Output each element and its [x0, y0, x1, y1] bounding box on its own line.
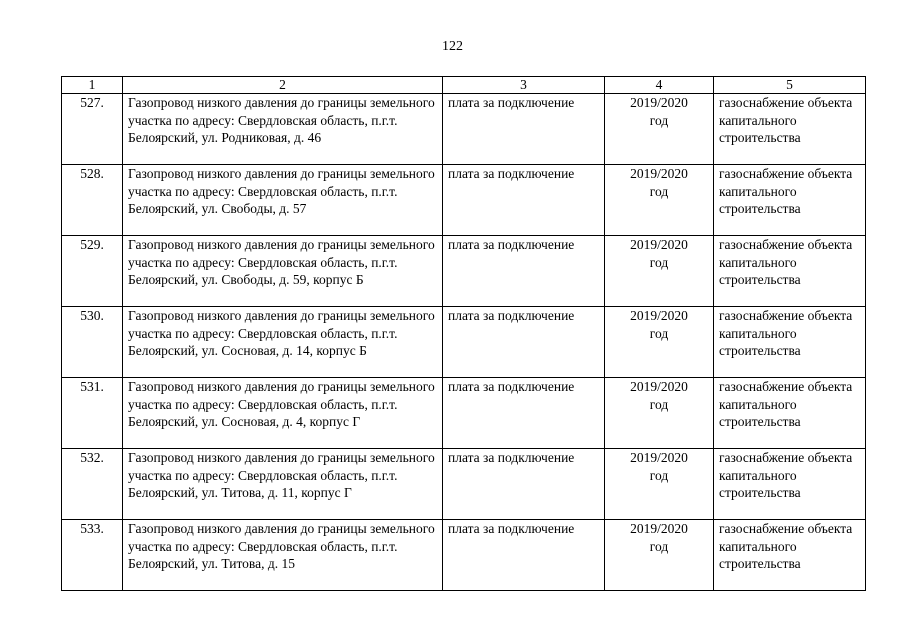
funding-source: плата за подключение — [443, 307, 605, 378]
row-number: 528. — [62, 165, 123, 236]
table-row — [62, 378, 866, 449]
purpose: газоснабжение объекта капитального строительства — [714, 449, 866, 520]
investment-table — [61, 76, 866, 591]
period-unit: год — [649, 183, 669, 199]
purpose: газоснабжение объекта капитального строительства — [714, 165, 866, 236]
purpose: газоснабжение объекта капитального строительства — [714, 236, 866, 307]
period-cell — [605, 520, 714, 591]
object-name: Газопровод низкого давления до границы земельного участка по адресу: Свердловская область, п.г.т. Белоярский, ул. Сосновая, д. 14, корпус Б — [123, 307, 443, 378]
period-unit: год — [649, 112, 669, 128]
purpose: газоснабжение объекта капитального строительства — [714, 520, 866, 591]
object-name: Газопровод низкого давления до границы земельного участка по адресу: Свердловская область, п.г.т. Белоярский, ул. Титова, д. 11, корпус Г — [123, 449, 443, 520]
period-unit: год — [649, 538, 669, 554]
period-years: 2019/2020 — [630, 521, 688, 536]
table-row — [62, 165, 866, 236]
funding-source: плата за подключение — [443, 520, 605, 591]
funding-source: плата за подключение — [443, 236, 605, 307]
column-header-1: 1 — [62, 77, 123, 94]
row-number: 533. — [62, 520, 123, 591]
funding-source: плата за подключение — [443, 165, 605, 236]
table-row — [62, 449, 866, 520]
purpose: газоснабжение объекта капитального строительства — [714, 378, 866, 449]
row-number: 531. — [62, 378, 123, 449]
row-number: 532. — [62, 449, 123, 520]
object-name: Газопровод низкого давления до границы земельного участка по адресу: Свердловская область, п.г.т. Белоярский, ул. Родниковая, д. 46 — [123, 94, 443, 165]
table-row — [62, 94, 866, 165]
period-unit: год — [649, 467, 669, 483]
funding-source: плата за подключение — [443, 378, 605, 449]
column-header-2: 2 — [123, 77, 443, 94]
period-unit: год — [649, 396, 669, 412]
column-header-5: 5 — [714, 77, 866, 94]
purpose: газоснабжение объекта капитального строительства — [714, 307, 866, 378]
purpose: газоснабжение объекта капитального строительства — [714, 94, 866, 165]
object-name: Газопровод низкого давления до границы земельного участка по адресу: Свердловская область, п.г.т. Белоярский, ул. Титова, д. 15 — [123, 520, 443, 591]
page-number: 122 — [442, 39, 463, 54]
period-years: 2019/2020 — [630, 379, 688, 394]
period-cell — [605, 449, 714, 520]
funding-source: плата за подключение — [443, 449, 605, 520]
period-years: 2019/2020 — [630, 166, 688, 181]
row-number: 529. — [62, 236, 123, 307]
period-unit: год — [649, 325, 669, 341]
row-number: 527. — [62, 94, 123, 165]
period-years: 2019/2020 — [630, 450, 688, 465]
period-cell — [605, 378, 714, 449]
table-row — [62, 520, 866, 591]
object-name: Газопровод низкого давления до границы земельного участка по адресу: Свердловская область, п.г.т. Белоярский, ул. Сосновая, д. 4, корпус Г — [123, 378, 443, 449]
object-name: Газопровод низкого давления до границы земельного участка по адресу: Свердловская область, п.г.т. Белоярский, ул. Свободы, д. 59, корпус Б — [123, 236, 443, 307]
funding-source: плата за подключение — [443, 94, 605, 165]
period-cell — [605, 236, 714, 307]
period-cell — [605, 165, 714, 236]
table-header-row — [62, 77, 866, 94]
period-cell — [605, 307, 714, 378]
table-row — [62, 236, 866, 307]
row-number: 530. — [62, 307, 123, 378]
period-unit: год — [649, 254, 669, 270]
table-body — [62, 77, 866, 591]
period-cell — [605, 94, 714, 165]
period-years: 2019/2020 — [630, 237, 688, 252]
period-years: 2019/2020 — [630, 95, 688, 110]
object-name: Газопровод низкого давления до границы земельного участка по адресу: Свердловская область, п.г.т. Белоярский, ул. Свободы, д. 57 — [123, 165, 443, 236]
column-header-3: 3 — [443, 77, 605, 94]
column-header-4: 4 — [605, 77, 714, 94]
table-row — [62, 307, 866, 378]
period-years: 2019/2020 — [630, 308, 688, 323]
